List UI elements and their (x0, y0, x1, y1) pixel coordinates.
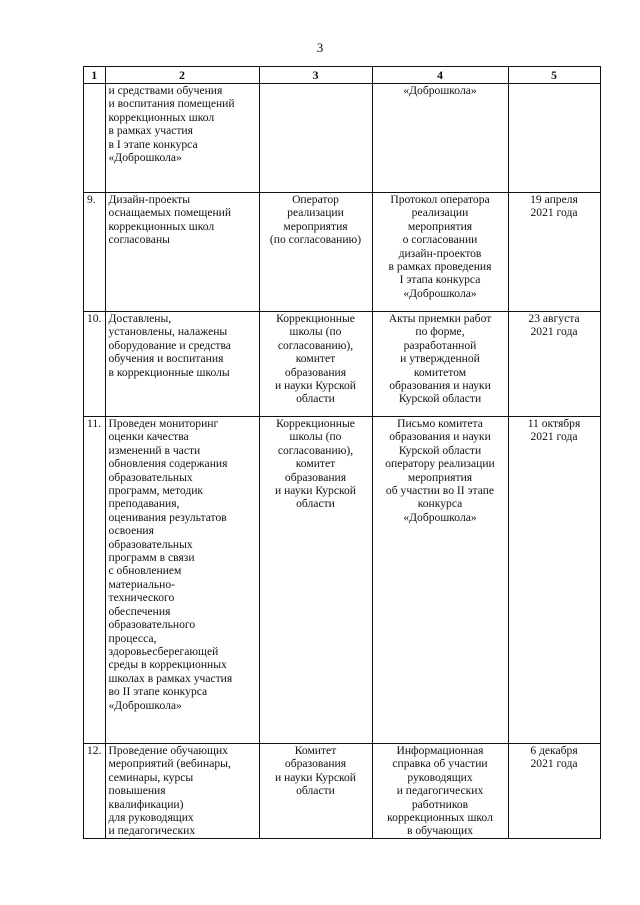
text-line: комитетом (413, 365, 467, 379)
text-line: согласованию), (277, 443, 354, 457)
text-line: материально- (108, 577, 175, 591)
table-row-12 (84, 744, 601, 839)
table-header-row (84, 67, 601, 84)
cell-event (105, 744, 259, 839)
text-line: «Доброшкола» (108, 698, 182, 712)
text-line: в обучающих (407, 824, 473, 838)
text-line: мероприятий (вебинары, (108, 757, 231, 771)
text-line: во II этапе конкурса (108, 685, 208, 699)
header-col-5: 5 (508, 67, 600, 84)
text-line: работников (411, 797, 469, 811)
table-row-continuation (84, 84, 601, 193)
text-line: области (296, 497, 335, 511)
text-line: комитет (295, 457, 336, 471)
table-row-9 (84, 193, 601, 312)
cell-document (372, 84, 508, 193)
text-line: коррекционных школ (108, 110, 215, 124)
cell-number: 10. (84, 312, 106, 417)
text-line: коррекционных школ (387, 811, 493, 825)
text-line: области (296, 784, 335, 798)
text-line: с обновлением (108, 564, 182, 578)
header-col-2: 2 (105, 67, 259, 84)
text-line: установлены, налажены (108, 325, 228, 339)
cell-responsible (259, 312, 372, 417)
cell-document (372, 193, 508, 312)
text-line: реализации (411, 206, 469, 220)
cell-document (372, 417, 508, 744)
text-line: обучения и воспитания (108, 352, 224, 366)
text-line: технического (108, 591, 175, 605)
text-line: комитет (295, 352, 336, 366)
text-line: повышения (108, 784, 166, 798)
text-line: оснащаемых помещений (108, 206, 232, 220)
header-col-3: 3 (259, 67, 372, 84)
text-line: образовательного (108, 618, 196, 632)
text-line: среды в коррекционных (108, 658, 227, 672)
cell-responsible (259, 417, 372, 744)
text-line: в коррекционные школы (108, 365, 230, 379)
table-row-11 (84, 417, 601, 744)
cell-number: 11. (84, 417, 106, 744)
text-line: и средствами обучения (108, 84, 223, 97)
text-line: Курской области (398, 392, 482, 406)
text-line: мероприятия (407, 470, 473, 484)
cell-event (105, 84, 259, 193)
text-line: и педагогических (396, 784, 484, 798)
text-line: мероприятия (407, 219, 473, 233)
cell-date (508, 312, 600, 417)
text-line: и науки Курской (274, 379, 357, 393)
header-col-4: 4 (372, 67, 508, 84)
cell-date (508, 744, 600, 839)
text-line: и утвержденной (400, 352, 480, 366)
cell-date (508, 84, 600, 193)
text-line: Письмо комитета (397, 417, 483, 430)
text-line: согласованы (108, 233, 170, 247)
cell-date (508, 193, 600, 312)
text-line: Информационная (396, 744, 484, 757)
text-line: 23 августа (528, 312, 580, 325)
text-line: «Доброшкола» (403, 510, 477, 524)
text-line: согласованию), (277, 338, 354, 352)
text-line: Коррекционные (276, 417, 355, 430)
cell-responsible (259, 84, 372, 193)
text-line: Проведен мониторинг (108, 417, 219, 430)
text-line: образовательных (108, 537, 193, 551)
text-line: области (296, 392, 335, 406)
cell-event (105, 193, 259, 312)
text-line: 2021 года (530, 430, 578, 444)
text-line: оценивания результатов (108, 510, 227, 524)
text-line: Коррекционные (276, 312, 355, 325)
cell-responsible (259, 193, 372, 312)
text-line: «Доброшкола» (108, 151, 182, 165)
cell-number: 9. (84, 193, 106, 312)
text-line: образования (284, 365, 347, 379)
text-line: обновления содержания (108, 457, 228, 471)
text-line: образования (284, 757, 347, 771)
text-line: руководящих (407, 770, 473, 784)
text-line: «Доброшкола» (403, 286, 477, 300)
text-line: квалификации) (108, 797, 184, 811)
text-line: школах в рамках участия (108, 671, 233, 685)
text-line: разработанной (403, 338, 477, 352)
cell-event (105, 312, 259, 417)
text-line: в рамках проведения (388, 260, 492, 274)
text-line: и науки Курской (274, 770, 357, 784)
cell-document (372, 312, 508, 417)
text-line: Курской области (398, 443, 482, 457)
text-line: справка об участии (392, 757, 488, 771)
text-line: процесса, (108, 631, 157, 645)
text-line: школы (по (289, 325, 342, 339)
cell-number (84, 84, 106, 193)
text-line: семинары, курсы (108, 770, 194, 784)
text-line: Доставлены, (108, 312, 172, 325)
text-line: Оператор (292, 193, 339, 206)
text-line: преподавания, (108, 497, 180, 511)
text-line: о согласовании (402, 233, 478, 247)
text-line: 2021 года (530, 206, 578, 220)
text-line: Акты приемки работ (388, 312, 492, 325)
text-line: и воспитания помещений (108, 97, 235, 111)
text-line: конкурса (417, 497, 463, 511)
text-line: программ в связи (108, 551, 195, 565)
text-line: и науки Курской (274, 484, 357, 498)
text-line: Комитет (294, 744, 337, 757)
text-line: здоровьесберегающей (108, 644, 219, 658)
text-line: оборудование и средства (108, 338, 231, 352)
text-line: 11 октября (527, 417, 581, 430)
text-line: 19 апреля (530, 193, 578, 206)
text-line: по форме, (415, 325, 465, 339)
text-line: дизайн-проектов (398, 246, 482, 260)
text-line: и педагогических (108, 824, 196, 838)
text-line: (по согласованию) (269, 233, 362, 247)
text-line: «Доброшкола» (403, 84, 477, 97)
text-line: I этапа конкурса (399, 273, 481, 287)
text-line: 2021 года (530, 757, 578, 771)
table-row-10 (84, 312, 601, 417)
text-line: освоения (108, 524, 154, 538)
text-line: программ, методик (108, 484, 204, 498)
text-line: образовательных (108, 470, 193, 484)
text-line: образования (284, 470, 347, 484)
text-line: изменений в части (108, 443, 201, 457)
text-line: школы (по (289, 430, 342, 444)
text-line: реализации (287, 206, 344, 220)
text-line: Протокол оператора (390, 193, 490, 206)
text-line: для руководящих (108, 811, 194, 825)
text-line: об участии во II этапе (385, 484, 495, 498)
text-line: коррекционных школ (108, 219, 215, 233)
text-line: 6 декабря (530, 744, 578, 757)
text-line: оценки качества (108, 430, 189, 444)
text-line: обеспечения (108, 604, 171, 618)
text-line: в I этапе конкурса (108, 137, 198, 151)
cell-date (508, 417, 600, 744)
text-line: оператору реализации (385, 457, 495, 471)
cell-event (105, 417, 259, 744)
text-line: Проведение обучающих (108, 744, 228, 757)
cell-responsible (259, 744, 372, 839)
text-line: Дизайн-проекты (108, 193, 191, 206)
page-number: 3 (316, 40, 324, 55)
text-line: мероприятия (283, 219, 348, 233)
plan-table (83, 66, 601, 839)
text-line: образования и науки (389, 379, 491, 393)
text-line: в рамках участия (108, 124, 193, 138)
header-col-1: 1 (84, 67, 106, 84)
text-line: 2021 года (530, 325, 578, 339)
text-line: образования и науки (389, 430, 491, 444)
cell-document (372, 744, 508, 839)
cell-number: 12. (84, 744, 106, 839)
